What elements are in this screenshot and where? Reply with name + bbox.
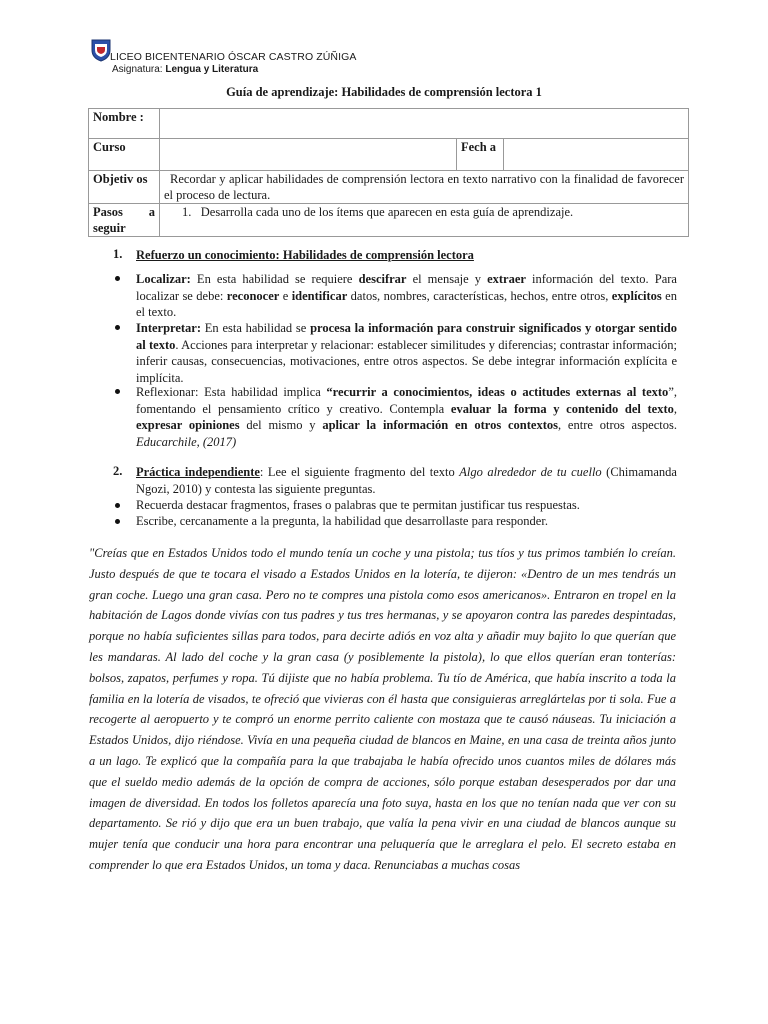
bullet-localizar <box>115 276 120 281</box>
section2-title: Práctica independiente <box>136 465 260 479</box>
localizar-bold: reconocer <box>226 288 280 303</box>
localizar-text: información del texto. Para localizar se debe: <box>136 272 677 303</box>
subject-value: Lengua y Literatura <box>165 64 259 75</box>
school-crest-icon <box>90 38 112 62</box>
pasos-row <box>160 204 689 237</box>
localizar-bold: descifrar <box>358 272 407 286</box>
curso-label: Curso <box>89 139 160 171</box>
localizar-text: el mensaje y <box>406 272 488 286</box>
localizar-label: Localizar: <box>136 272 191 286</box>
reflexionar-text: , entre otros aspectos. <box>558 418 677 432</box>
section2-number: 2. <box>113 464 123 478</box>
bullet-escribe <box>115 519 120 524</box>
reflexionar-citation: Educarchile, (2017) <box>136 434 237 449</box>
reflexionar-text: , <box>673 401 678 416</box>
interpretar-label: Interpretar: <box>136 321 202 335</box>
reflexionar-text: del mismo y <box>239 418 323 432</box>
nombre-label: Nombre : <box>89 109 160 139</box>
curso-field[interactable] <box>160 139 457 171</box>
localizar-text: datos, nombres, características, hechos, entre otros, <box>347 288 612 303</box>
pasos-label: Pasos a seguir <box>89 204 160 237</box>
subject-line <box>112 64 258 75</box>
subject-label: Asignatura: <box>112 64 163 75</box>
localizar-text: en el texto. <box>136 288 677 319</box>
reflexionar-bold: aplicar la información en otros contextos <box>322 418 558 432</box>
section2-text: (Chimamanda Ngozi, 2010) y contesta las siguiente preguntas. <box>136 465 677 496</box>
localizar-bold: explícitos <box>611 288 662 303</box>
section2-bullet-2: Escribe, cercanamente a la pregunta, la habilidad que desarrollaste para responder. <box>136 514 548 528</box>
objetivos-label: Objetiv os <box>89 171 160 204</box>
section2-text: : Lee el siguiente fragmento del texto <box>259 465 460 479</box>
section2-bullet-1: Recuerda destacar fragmentos, frases o palabras que te permitan justificar tus respuestas. <box>136 498 580 512</box>
reflexionar-bold: evaluar la forma y contenido del texto <box>450 401 674 416</box>
school-name: LICEO BICENTENARIO ÓSCAR CASTRO ZÚÑIGA <box>110 51 357 63</box>
reflexionar-text: ”, fomentando el pensamiento crítico y creativo. Contempla <box>136 385 677 416</box>
student-info-table <box>88 108 689 237</box>
localizar-bold: extraer <box>487 272 526 286</box>
section2-book-title: Algo alrededor de tu cuello <box>459 465 602 479</box>
fecha-label: Fech a <box>457 139 504 171</box>
bullet-recuerda <box>115 503 120 508</box>
pasos-text: Desarrolla cada uno de los ítems que aparecen en esta guía de aprendizaje. <box>200 205 574 219</box>
reflexionar-bold: “recurrir a conocimientos, ideas o actitudes externas al texto <box>326 385 669 399</box>
guide-title: Guía de aprendizaje: Habilidades de comprensión lectora 1 <box>226 85 542 99</box>
fecha-field[interactable] <box>504 139 689 171</box>
reflexionar-bold: expresar opiniones <box>136 418 240 432</box>
interpretar-text: . Acciones para interpretar y relacionar: establecer similitudes y diferencias; contrastar información; inferir causas, consecuencias, motivaciones, entre otros aspectos. Se debe integrar información explícita e implícita. <box>136 337 677 385</box>
section2-intro <box>136 464 677 497</box>
localizar-paragraph <box>136 271 677 321</box>
localizar-bold: identificar <box>291 288 348 303</box>
interpretar-paragraph <box>136 320 677 386</box>
section1-number: 1. <box>113 247 123 261</box>
localizar-text: En esta habilidad se requiere <box>190 272 359 286</box>
nombre-field[interactable] <box>160 109 689 139</box>
bullet-reflexionar <box>115 389 120 394</box>
section1-title <box>136 247 676 264</box>
interpretar-bold: procesa la información para construir significados y otorgar sentido al texto <box>136 321 677 352</box>
bullet-interpretar <box>115 325 120 330</box>
objetivos-text: Recordar y aplicar habilidades de comprensión lectora en texto narrativo con la finalidad de favorecer el proceso de lectura. <box>160 171 689 204</box>
localizar-text: e <box>279 288 292 303</box>
interpretar-text: En esta habilidad se <box>201 321 311 335</box>
reflexionar-text: Reflexionar: Esta habilidad implica <box>136 385 327 399</box>
reflexionar-paragraph <box>136 384 677 450</box>
pasos-number: 1. <box>182 205 192 219</box>
section1-title-text: Refuerzo un conocimiento: Habilidades de comprensión lectora <box>136 248 474 262</box>
story-excerpt: "Creías que en Estados Unidos todo el mundo tenía un coche y una pistola; tus tíos y tus primos también lo creían. Justo después de que te tocara el visado a Estados Unidos en la lotería, te dijeron: «Dentro de un mes tendrás un gran coche. Luego una gran casa. Pero no te compres una pistola como esos americanos». Entraron en tropel en la habitación de Lagos donde vivías con tus padres y tus tres hermanas, y se apoyaron contra las paredes despintadas, porque no había suficientes sillas para todos, para decirte adiós en voz alta y añadir muy bajito lo que querían que les mandaras. Al lado del coche y la gran casa (y posiblemente la pistola), lo que ellos querían eran tonterías: bolsos, zapatos, perfumes y ropa. Tú dijiste que no había problema. Tu tío de América, que había inscrito a toda la familia en la lotería de visados, te ofreció que vivieras con él hasta que consiguieras arreglártelas por ti sola. Fue a recogerte al aeropuerto y te compró un enorme perrito caliente con mostaza que te causó náuseas. Tu iniciación a Estados Unidos, dijo riéndose. Vivía en una pequeña ciudad de blancos en Maine, en una casa de treinta años junto a un lago. Te explicó que la compañía para la que trabajaba le había ofrecido unos cuantos miles de dólares más que el sueldo medio además de la opción de compra de acciones, sólo porque estaban desesperados por dar una imagen de diversidad. En todos los folletos aparecía una foto suya, hasta en los que no tenían nada que ver con su departamento. Se rió y dijo que era un buen trabajo, que valía la pena vivir en una ciudad de blancos aunque su mujer tenía que conducir una hora para encontrar una peluquería que le arreglara el pelo. El secreto estaba en comprender lo que era Estados Unidos, un toma y daca. Renunciabas a muchas cosas <box>89 546 676 872</box>
